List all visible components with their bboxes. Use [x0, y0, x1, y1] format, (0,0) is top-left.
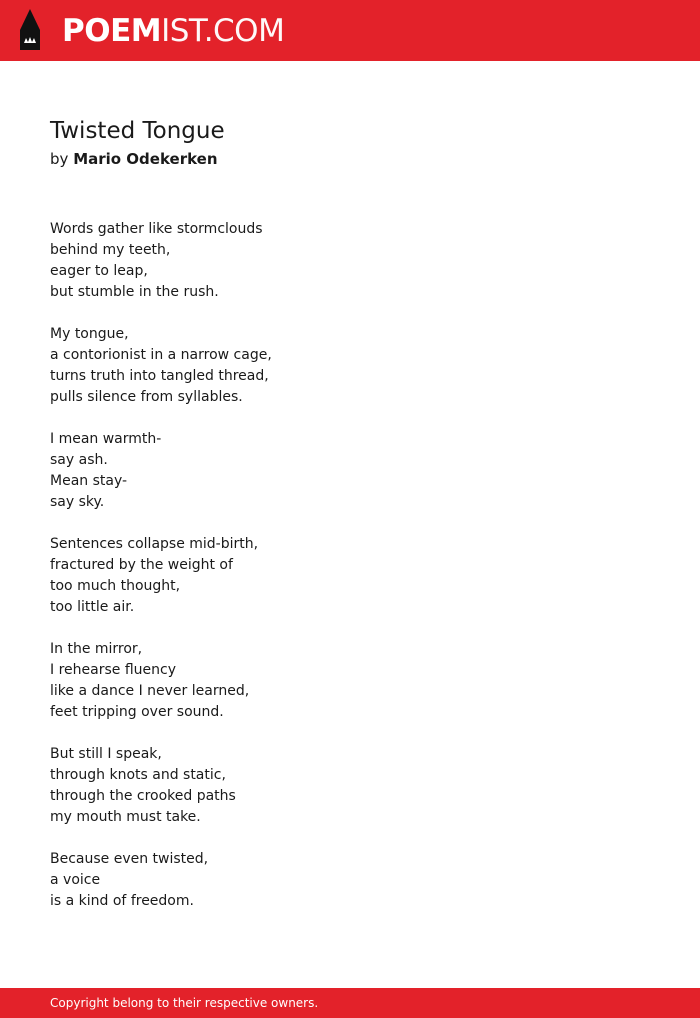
poem-line: too little air.	[50, 599, 135, 615]
brand-light: IST.COM	[161, 13, 285, 49]
poem-byline	[50, 149, 218, 169]
brand-bold: POEM	[62, 13, 162, 49]
poem-line: like a dance I never learned,	[50, 683, 250, 699]
poem-line: say ash.	[50, 452, 108, 468]
poem-line: My tongue,	[50, 326, 129, 342]
poem-body	[50, 219, 272, 933]
poem-line: Words gather like stormclouds	[50, 221, 263, 237]
poem-stanza	[50, 429, 272, 513]
poem-line: feet tripping over sound.	[50, 704, 224, 720]
poem-stanza	[50, 534, 272, 618]
poem-line: is a kind of freedom.	[50, 893, 194, 909]
poem-line: turns truth into tangled thread,	[50, 368, 269, 384]
poem-line: Sentences collapse mid-birth,	[50, 536, 259, 552]
poem-line: too much thought,	[50, 578, 181, 594]
poem-line: I mean warmth-	[50, 431, 162, 447]
poem-line: Because even twisted,	[50, 851, 209, 867]
site-header	[0, 0, 700, 61]
copyright-notice: Copyright belong to their respective owners.	[50, 996, 319, 1010]
poem-line: a voice	[50, 872, 101, 888]
poem-stanza	[50, 639, 272, 723]
poem-line: fractured by the weight of	[50, 557, 233, 573]
poem-stanza	[50, 324, 272, 408]
site-logo[interactable]	[62, 12, 284, 50]
poem-line: Mean stay-	[50, 473, 128, 489]
poem-title: Twisted Tongue	[50, 118, 225, 144]
poem-line: a contorionist in a narrow cage,	[50, 347, 272, 363]
poem-line: through the crooked paths	[50, 788, 236, 804]
poem-line: But still I speak,	[50, 746, 162, 762]
poem-line: say sky.	[50, 494, 105, 510]
poem-line: but stumble in the rush.	[50, 284, 219, 300]
author-name: Mario Odekerken	[73, 150, 218, 168]
by-label: by	[50, 150, 69, 168]
poem-line: I rehearse fluency	[50, 662, 176, 678]
poem-stanza	[50, 219, 272, 303]
poem-stanza	[50, 849, 272, 912]
poem-line: through knots and static,	[50, 767, 226, 783]
poem-line: In the mirror,	[50, 641, 143, 657]
poem-line: pulls silence from syllables.	[50, 389, 243, 405]
site-footer	[0, 988, 700, 1018]
pen-nib-icon[interactable]	[17, 9, 43, 51]
poem-line: behind my teeth,	[50, 242, 171, 258]
poem-line: eager to leap,	[50, 263, 148, 279]
poem-stanza	[50, 744, 272, 828]
poem-line: my mouth must take.	[50, 809, 201, 825]
